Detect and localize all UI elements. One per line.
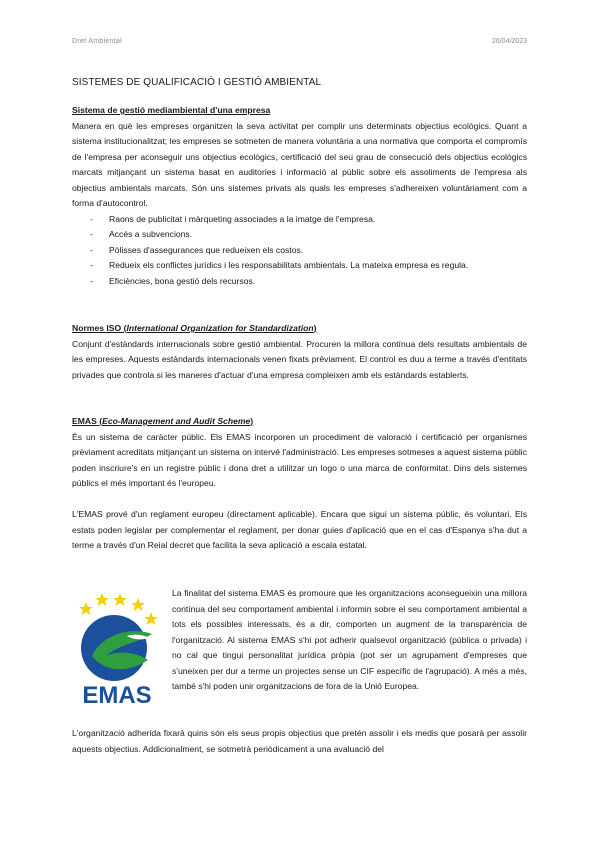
section-paragraph: És un sistema de caràcter públic. Els EMAS incorporen un procediment de valoració i certificació per organismes prèviament acreditats mitjançant un sistema on intervé l'administració. Les empreses sotmeses a aquest sistema públic poden inscriure's en un registre públic i dona dret a utilitzar un logo o una marca de conformitat. Dins dels sistemes públics el més important és l'europeu. <box>72 431 527 488</box>
section-emas <box>72 414 527 554</box>
section-paragraph: Conjunt d'estàndards internacionals sobre gestió ambiental. Procuren la millora contínua dels resultats ambientals de les empreses. Aquests estàndards internacionals venen fixats prèviament. El control es duu a terme a través d'entitats privades que controla si les maneres d'actuar d'una empresa compleixen amb els estàndards establerts. <box>72 338 527 380</box>
list-item: - Raons de publicitat i màrqueting associades a la imatge de l'empresa. <box>72 212 527 228</box>
section-iso <box>72 321 527 383</box>
section-heading: Sistema de gestió mediambiental d'una empresa <box>72 105 271 115</box>
bullet-list <box>72 212 527 290</box>
section-paragraph: Manera en què les empreses organitzen la seva activitat per complir uns determinats objectius ecològics. Quant a sistema institucionalitzat; les empreses se sotmeten de manera voluntària a una normativa que comporta el compromís de l'empresa per aconseguir uns objectius ecològics, certificació del seu grau de consecució dels objectius ecològics marcats mitjançant un sistema basat en auditories i informació al públic sobre els assoliments de l'empresa als objectius ambientals marcats. Són uns sistemes privats als quals les empreses s'adhereixen voluntàriament com a forma d'autocontrol. <box>72 120 527 208</box>
list-item: - Pòlisses d'assegurances que redueixen els costos. <box>72 243 527 259</box>
section-paragraph: La finalitat del sistema EMAS és promoure que les organitzacions aconsegueixin una millora contínua del seu comportament ambiental i informin sobre el seu comportament ambiental a tots els possibles interessats, és a dir, comporten un augment de la transparència de l'organització. Al sistema EMAS s'hi pot adherir qualsevol organització (pública o privada) i no cal que tingui personalitat jurídica pròpia (pot ser un agrupament d'empreses que s'uneixen per dur a terme un projectes sense un CIF específic de l'agrupació). A més a més, també s'hi poden unir organitzacions de fora de la Unió Europea. <box>172 588 527 691</box>
list-item: - Eficiències, bona gestió dels recursos. <box>72 274 527 290</box>
emas-logo <box>72 590 162 710</box>
heading-main: EMAS <box>72 416 97 426</box>
section-heading: Normes ISO (International Organization for Standardization) <box>72 323 317 333</box>
heading-paren: Eco-Management and Audit Scheme <box>102 416 251 426</box>
emas-description <box>172 586 527 695</box>
emas-logo-text: EMAS <box>82 682 152 709</box>
header-course: Dret Ambiental <box>72 38 123 45</box>
section-heading: EMAS (Eco-Management and Audit Scheme) <box>72 416 254 426</box>
heading-paren: International Organization for Standardization <box>126 323 314 333</box>
section-paragraph: L'EMAS prové d'un reglament europeu (directament aplicable). Encara que sigui un sistema públic, és voluntari. Els estats poden legislar per complementar el reglament, per donar guies d'aplicació que en el cas d'Espanya s'ha dut a terme a través d'un Reial decret que facilita la seva aplicació a escala estatal. <box>72 509 527 550</box>
list-item: - Redueix els conflictes jurídics i les responsabilitats ambientals. La mateixa empresa es regula. <box>72 258 527 274</box>
list-item: - Accés a subvencions. <box>72 227 527 243</box>
section-emas-continued <box>72 726 527 757</box>
page-title: SISTEMES DE QUALIFICACIÓ I GESTIÓ AMBIENTAL <box>72 77 322 88</box>
emas-logo-icon <box>72 590 162 710</box>
header-date: 26/04/2023 <box>491 38 527 45</box>
heading-main: Normes ISO <box>72 323 122 333</box>
section-paragraph: L'organització adherida fixarà quins són els seus propis objectius que pretén assolir i els medis que posarà per assolir aquests objectius. Addicionalment, se sotmetrà periòdicament a una avaluació del <box>72 728 527 754</box>
section-management-system <box>72 103 527 289</box>
